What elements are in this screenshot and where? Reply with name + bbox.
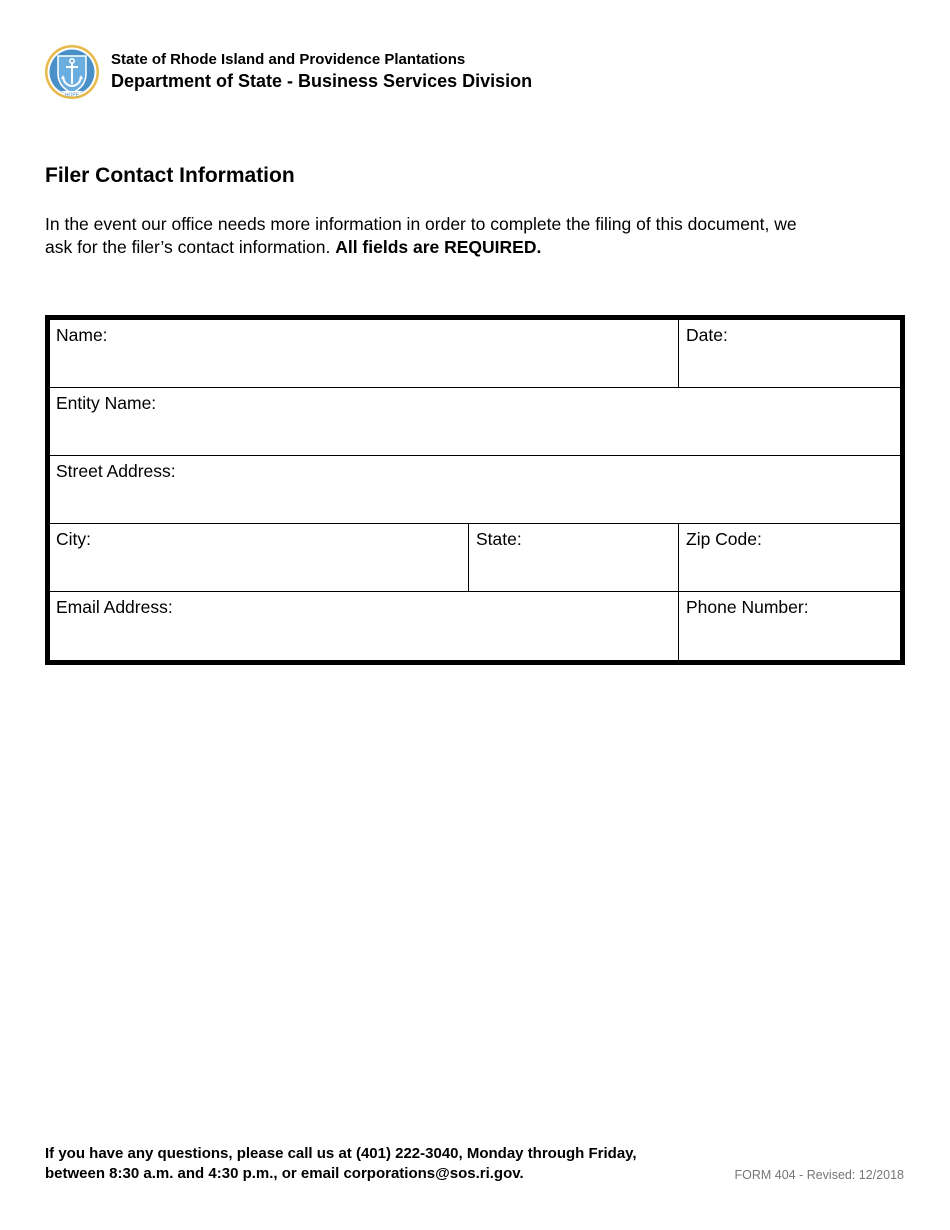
intro-text: In the event our office needs more information in order to complete the filing of this document, we ask for the filer’s contact information. xyxy=(45,214,797,257)
city-label: City: xyxy=(56,529,91,549)
email-address-field[interactable] xyxy=(50,592,680,660)
seal-motto: HOPE xyxy=(64,92,80,99)
entity-name-label: Entity Name: xyxy=(56,393,157,413)
email-address-label: Email Address: xyxy=(56,597,173,617)
column-divider xyxy=(678,592,679,660)
questions-contact-note: If you have any questions, please call us at (401) 222-3040, Monday through Friday, between 8:30 a.m. and 4:30 p.m., or email corporations@sos.ri.gov. xyxy=(45,1145,637,1182)
intro-paragraph xyxy=(45,213,805,259)
column-divider xyxy=(468,524,469,592)
state-name: State of Rhode Island and Providence Plantations xyxy=(111,51,466,68)
page-title: Filer Contact Information xyxy=(45,164,295,187)
row-divider xyxy=(50,523,900,524)
column-divider xyxy=(678,320,679,388)
name-field[interactable] xyxy=(50,320,680,387)
street-address-label: Street Address: xyxy=(56,461,176,481)
page-header xyxy=(44,44,744,100)
column-divider xyxy=(678,524,679,592)
date-field[interactable] xyxy=(680,320,900,387)
street-address-field[interactable] xyxy=(50,456,900,523)
entity-name-field[interactable] xyxy=(50,388,900,455)
city-field[interactable] xyxy=(50,524,470,591)
form-revision-number: FORM 404 - Revised: 12/2018 xyxy=(734,1168,904,1182)
state-field[interactable] xyxy=(470,524,680,591)
row-divider xyxy=(50,591,900,592)
state-label: State: xyxy=(476,529,522,549)
phone-number-field[interactable] xyxy=(680,592,900,660)
row-divider xyxy=(50,387,900,388)
date-label: Date: xyxy=(686,325,728,345)
state-seal-anchor-icon xyxy=(44,44,100,100)
phone-number-label: Phone Number: xyxy=(686,597,809,617)
row-divider xyxy=(50,455,900,456)
required-notice: All fields are REQUIRED. xyxy=(335,237,542,257)
zip-code-field[interactable] xyxy=(680,524,900,591)
zip-code-label: Zip Code: xyxy=(686,529,762,549)
division-name: Department of State - Business Services Division xyxy=(111,71,533,91)
filer-contact-form xyxy=(45,315,905,665)
name-label: Name: xyxy=(56,325,108,345)
